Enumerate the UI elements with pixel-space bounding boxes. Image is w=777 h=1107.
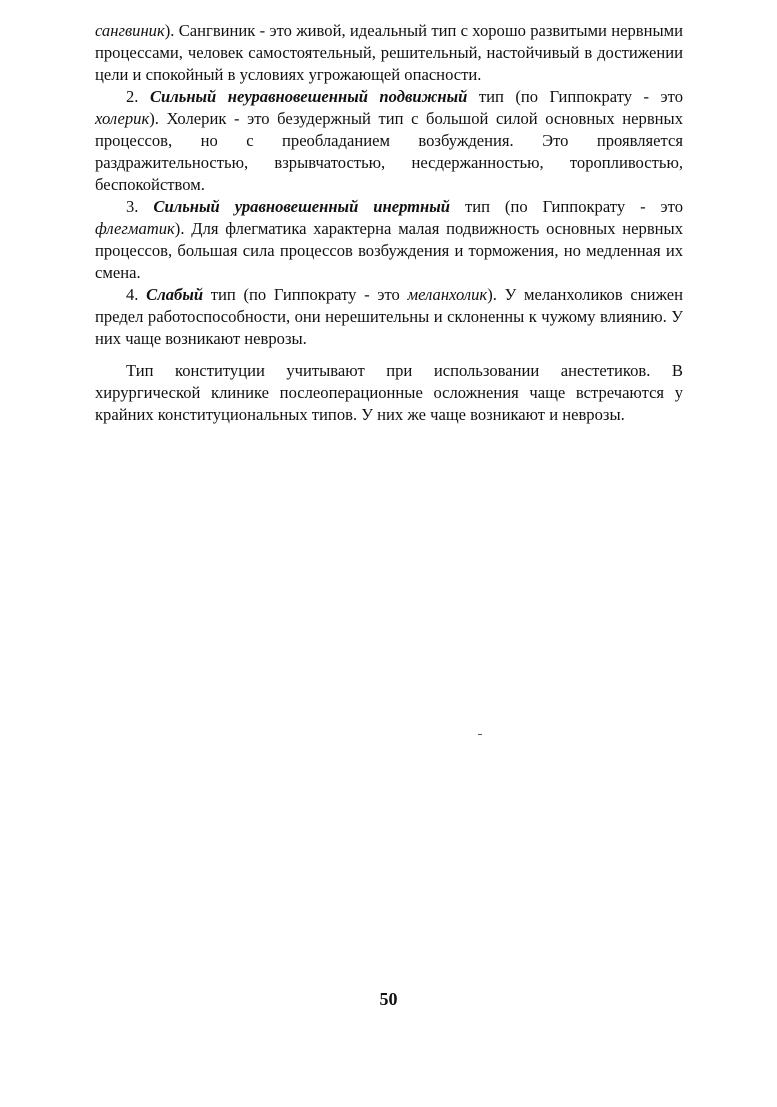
type-heading-phlegmatic: Сильный уравновешенный инертный bbox=[153, 197, 451, 216]
paragraph-phlegmatic bbox=[95, 196, 683, 284]
paragraph-constitution bbox=[95, 360, 683, 426]
term-sanguine: сангвиник bbox=[95, 21, 165, 40]
paragraph-melancholic bbox=[95, 284, 683, 350]
stray-mark bbox=[478, 734, 482, 735]
item-number: 4. bbox=[126, 285, 147, 304]
page-number: 50 bbox=[379, 989, 398, 1009]
page-text bbox=[95, 20, 683, 426]
item-number: 2. bbox=[126, 87, 150, 106]
paragraph-choleric-text-2: ). Холерик - это безудержный тип с большой силой основных нервных процессов, но с преобладанием возбуждения. Это проявляется раздражительностью, взрывчатостью, несдержанностью, торопливостью, беспокойством. bbox=[95, 109, 683, 194]
paragraph-melancholic-text-2: ). У меланхоликов снижен предел работоспособности, они нерешительны и склоненны к чужому влиянию. У них чаще возникают неврозы. bbox=[95, 285, 684, 348]
item-number: 3. bbox=[126, 197, 154, 216]
type-heading-choleric: Сильный неуравновешенный подвижный bbox=[149, 87, 468, 106]
paragraph-sanguine-text: ). Сангвиник - это живой, идеальный тип с хорошо развитыми нервными процессами, человек самостоятельный, решительный, настойчивый в достижении цели и спокойный в условиях угрожающей опасности. bbox=[95, 21, 683, 84]
paragraph-melancholic-text-1: тип (по Гиппократу - это bbox=[203, 285, 408, 304]
paragraph-choleric-text-1: тип (по Гиппократу - это bbox=[467, 87, 684, 106]
paragraph-constitution-text: Тип конституции учитывают при использовании анестетиков. В хирургической клинике послеоперационные осложнения чаще встречаются у крайних конституциональных типов. У них же чаще возникают и неврозы. bbox=[95, 361, 683, 424]
term-phlegmatic: флегматик bbox=[95, 219, 175, 238]
type-heading-melancholic: Слабый bbox=[146, 285, 204, 304]
term-melancholic: меланхолик bbox=[407, 285, 488, 304]
paragraph-choleric bbox=[95, 86, 683, 196]
term-choleric: холерик bbox=[95, 109, 150, 128]
paragraph-sanguine bbox=[95, 20, 683, 86]
paragraph-phlegmatic-text-1: тип (по Гиппократу - это bbox=[450, 197, 683, 216]
paragraph-phlegmatic-text-2: ). Для флегматика характерна малая подвижность основных нервных процессов, большая сила процессов возбуждения и торможения, но медленная их смена. bbox=[95, 219, 683, 282]
